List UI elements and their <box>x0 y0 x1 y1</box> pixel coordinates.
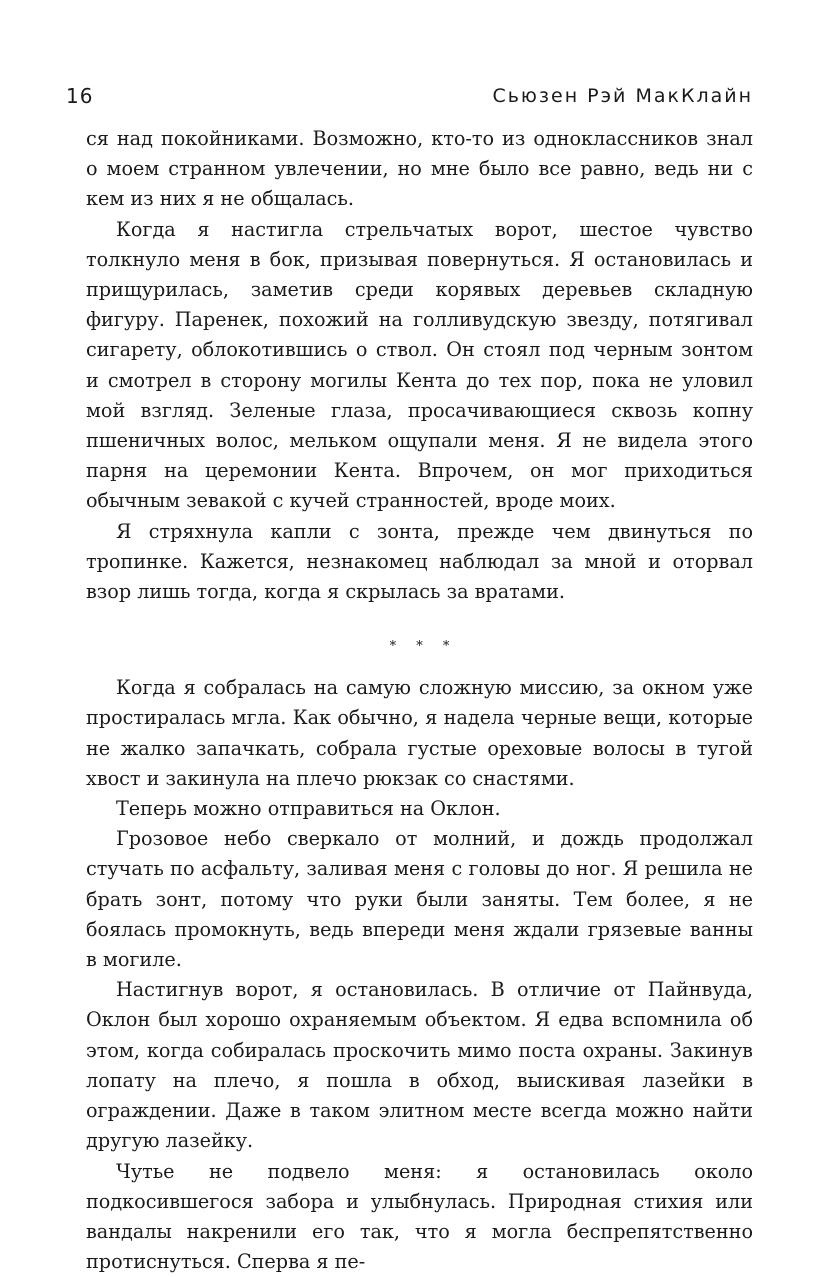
paragraph: Настигнув ворот, я остановилась. В отличие от Пайнвуда, Оклон был хорошо охраняемым объектом. Я едва вспомнила об этом, когда собиралась проскочить мимо поста охраны. Закинув лопату на плечо, я пошла в обход, выискивая лазейки в ограждении. Даже в таком элитном месте всегда можно найти другую лазейку. <box>86 975 753 1156</box>
paragraph: Когда я собралась на самую сложную миссию, за окном уже простиралась мгла. Как обычно, я надела черные вещи, которые не жалко запачкать, собрала густые ореховые волосы в тугой хвост и закинула на плечо рюкзак со снастями. <box>86 673 753 794</box>
paragraph: Чутье не подвело меня: я остановилась около подкосившегося забора и улыбнулась. Природная стихия или вандалы накренили его так, что я могла беспрепятственно протиснуться. Сперва я пе- <box>86 1157 753 1277</box>
paragraph: Теперь можно отправиться на Оклон. <box>86 794 753 824</box>
main-text <box>86 124 753 1277</box>
paragraph: Я стряхнула капли с зонта, прежде чем двинуться по тропинке. Кажется, незнакомец наблюдал за мной и оторвал взор лишь тогда, когда я скрылась за вратами. <box>86 517 753 608</box>
page-header <box>0 82 839 112</box>
section-break: * * * <box>86 637 753 657</box>
paragraph: Когда я настигла стрельчатых ворот, шестое чувство толкнуло меня в бок, призывая повернуться. Я остановилась и прищурилась, заметив среди корявых деревьев складную фигуру. Паренек, похожий на голливудскую звезду, потягивал сигарету, облокотившись о ствол. Он стоял под черным зонтом и смотрел в сторону могилы Кента до тех пор, пока не уловил мой взгляд. Зеленые глаза, просачивающиеся сквозь копну пшеничных волос, мельком ощупали меня. Я не видела этого парня на церемонии Кента. Впрочем, он мог приходиться обычным зевакой с кучей странностей, вроде моих. <box>86 215 753 517</box>
paragraph: Грозовое небо сверкало от молний, и дождь продолжал стучать по асфальту, заливая меня с головы до ног. Я решила не брать зонт, потому что руки были заняты. Тем более, я не боялась промокнуть, ведь впереди меня ждали грязевые ванны в могиле. <box>86 824 753 975</box>
page-number: 16 <box>66 82 93 110</box>
paragraph: ся над покойниками. Возможно, кто-то из одноклассников знал о моем странном увлечении, но мне было все равно, ведь ни с кем из них я не общалась. <box>86 124 753 215</box>
running-head-author: Сьюзен Рэй МакКлайн <box>492 82 753 110</box>
